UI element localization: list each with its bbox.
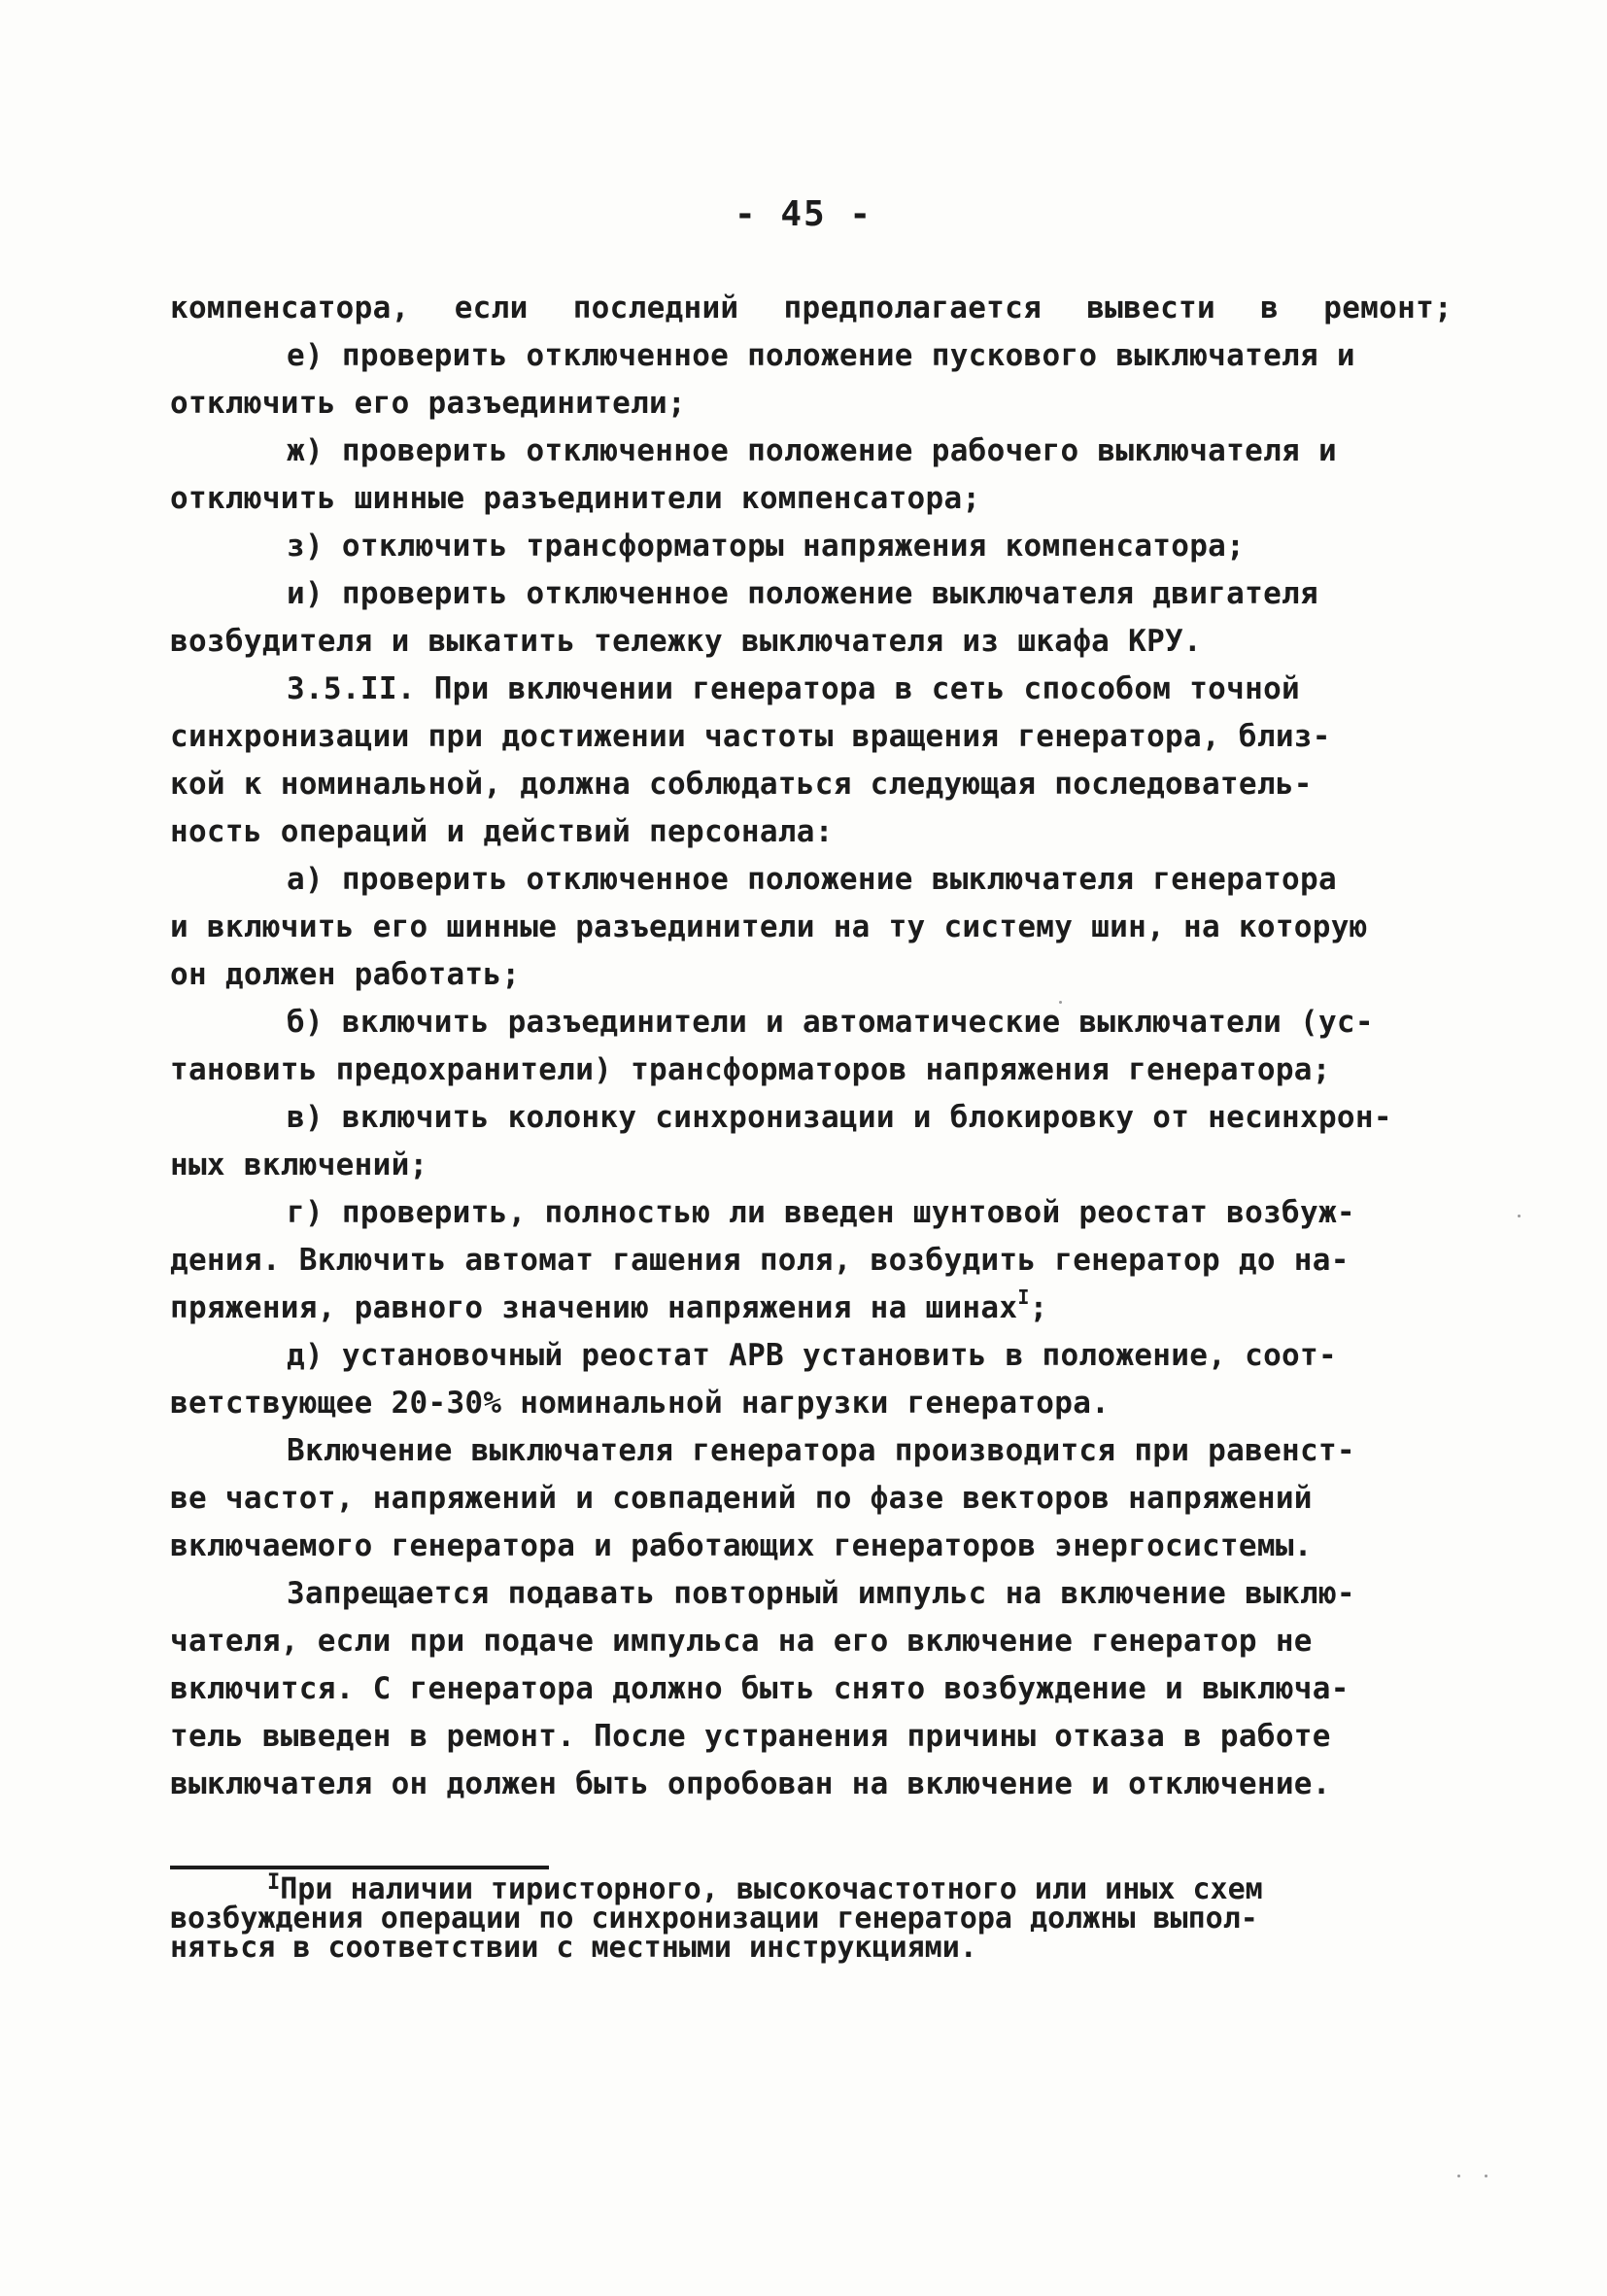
text-line-segment: ;: [1029, 1290, 1048, 1325]
scan-speck: [1485, 2175, 1487, 2177]
text-line: Включение выключателя генератора производится при равенст-: [287, 1433, 1355, 1468]
text-line: з) отключить трансформаторы напряжения компенсатора;: [287, 529, 1246, 564]
text-line-segment: пряжения, равного значению напряжения на шинах: [170, 1290, 1018, 1325]
footnote-mark: I: [267, 1870, 281, 1895]
text-line: а) проверить отключенное положение выключателя генератора: [287, 862, 1337, 897]
text-line: кой к номинальной, должна соблюдаться следующая последователь-: [170, 767, 1313, 802]
scan-speck: [1457, 2175, 1460, 2177]
text-line: Запрещается подавать повторный импульс на включение выклю-: [287, 1576, 1355, 1611]
text-line: ве частот, напряжений и совпадений по фазе векторов напряжений: [170, 1481, 1313, 1516]
text-line: чателя, если при подаче импульса на его включение генератор не: [170, 1624, 1313, 1659]
text-line: тель выведен в ремонт. После устранения причины отказа в работе: [170, 1719, 1331, 1754]
text-line: тановить предохранители) трансформаторов напряжения генератора;: [170, 1052, 1331, 1087]
text-line: включаемого генератора и работающих генераторов энергосистемы.: [170, 1528, 1313, 1563]
body-text: [170, 285, 1472, 1808]
text-line: д) установочный реостат АРВ установить в положение, соот-: [287, 1338, 1337, 1373]
scan-speck: [1518, 1215, 1521, 1217]
footnote-reference: I: [1017, 1285, 1030, 1309]
text-line: он должен работать;: [170, 957, 521, 992]
text-line: включится. С генератора должно быть снято возбуждение и выключа-: [170, 1671, 1350, 1706]
text-line: б) включить разъединители и автоматические выключатели (ус-: [287, 1005, 1374, 1040]
text-line: и включить его шинные разъединители на ту систему шин, на которую: [170, 909, 1368, 944]
text-line: и) проверить отключенное положение выключателя двигателя: [287, 576, 1318, 611]
text-line: е) проверить отключенное положение пускового выключателя и: [287, 338, 1355, 373]
text-line: г) проверить, полностью ли введен шунтовой реостат возбуж-: [287, 1195, 1355, 1230]
text-line: синхронизации при достижении частоты вращения генератора, близ-: [170, 719, 1331, 754]
text-line: возбудителя и выкатить тележку выключателя из шкафа КРУ.: [170, 624, 1202, 659]
footnote-line: возбуждения операции по синхронизации генератора должны выпол-: [170, 1902, 1258, 1936]
footnote-line: няться в соответствии с местными инструкциями.: [170, 1931, 977, 1965]
page-number: - 45 -: [734, 194, 873, 234]
text-line: ветствующее 20-30% номинальной нагрузки генератора.: [170, 1386, 1111, 1421]
text-line: ность операций и действий персонала:: [170, 814, 834, 849]
text-line: выключателя он должен быть опробован на включение и отключение.: [170, 1766, 1331, 1801]
text-line: отключить его разъединители;: [170, 386, 686, 421]
text-line: компенсатора, если последний предполагается вывести в ремонт;: [170, 291, 1453, 326]
text-line: дения. Включить автомат гашения поля, возбудить генератор до на-: [170, 1243, 1350, 1278]
scan-speck: [1059, 1001, 1062, 1004]
footnote-line: [170, 1870, 1453, 1906]
footnote-divider: [170, 1866, 549, 1869]
footnote: [170, 1870, 1453, 1965]
section-heading-line: 3.5.II. При включении генератора в сеть способом точной: [287, 671, 1300, 706]
text-line: отключить шинные разъединители компенсатора;: [170, 481, 981, 516]
text-line: в) включить колонку синхронизации и блокировку от несинхрон-: [287, 1100, 1392, 1135]
text-line: ных включений;: [170, 1148, 428, 1182]
text-line: ж) проверить отключенное положение рабочего выключателя и: [287, 433, 1337, 468]
footnote-text: При наличии тиристорного, высокочастотного или иных схем: [280, 1872, 1263, 1906]
text-line-with-footnote-ref: [170, 1285, 1472, 1332]
